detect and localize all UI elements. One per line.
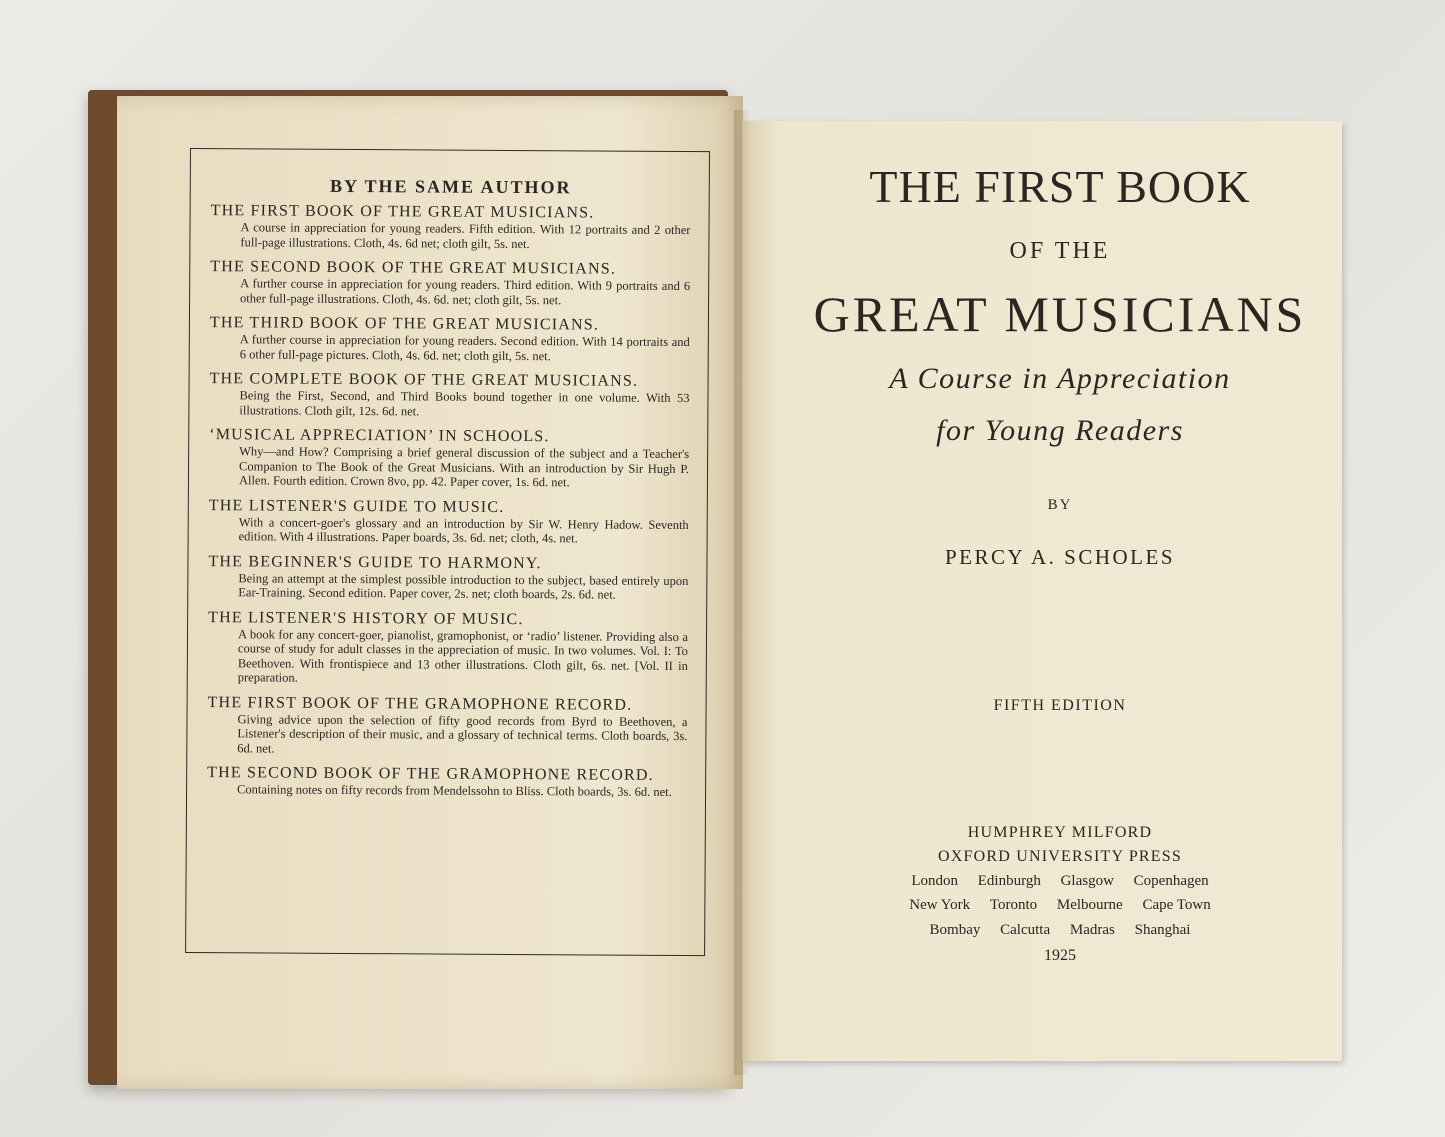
book-entry [207,694,687,758]
cities-row-1 [760,873,1360,890]
book-entry-description: Why—and How? Comprising a brief general discussion of the subject and a Teacher's Companion to The Book of the Great Musicians. With an introduction by Sir Hugh P. Allen. Fourth edition. Crown 8vo, pp. 42. Paper cover, 1s. 6d. net. [238,444,690,490]
book-entry [209,370,689,420]
title-line-2: OF THE [1009,238,1111,264]
book-entry-description: Being the First, Second, and Third Books bound together in one volume. With 53 illustrations. Cloth gilt, 12s. 6d. net. [239,388,690,418]
publication-year: 1925 [1044,947,1076,964]
city: London [911,873,959,889]
city: Melbourne [1056,897,1123,913]
book-entry-description: A further course in appreciation for young readers. Second edition. With 14 portraits and 6 other full-page pictures. Cloth, 4s. 6d. net; cloth gilt, 5s. net. [239,332,690,363]
city: Madras [1069,922,1115,938]
cities-row-2 [760,897,1360,914]
city: Copenhagen [1133,873,1209,889]
publisher-line-2: OXFORD UNIVERSITY PRESS [938,848,1182,865]
author-name: PERCY A. SCHOLES [944,545,1175,569]
book-entry [209,497,689,547]
book-entry-title: THE LISTENER'S HISTORY OF MUSIC. [208,608,524,628]
book-entry-title: THE FIRST BOOK OF THE GRAMOPHONE RECORD. [207,693,633,714]
subtitle-line-1: A Course in Appreciation [889,362,1231,395]
by-label: BY [1047,497,1073,513]
title-line-1: THE FIRST BOOK [869,161,1251,212]
book-entry-title: THE COMPLETE BOOK OF THE GREAT MUSICIANS. [209,370,639,390]
book-list [207,202,691,799]
cities-row-3 [760,922,1360,939]
book-entry-title: THE BEGINNER'S GUIDE TO HARMONY. [208,552,542,572]
city: Glasgow [1060,873,1114,889]
book-entry-description: With a concert-goer's glossary and an introduction by Sir W. Henry Hadow. Seventh edition. With 4 illustrations. Paper boards, 3s. 6d. net; cloth, 4s. net. [238,514,689,546]
author-books-box [185,148,710,956]
book-entry-description: Being an attempt at the simplest possible introduction to the subject, based entirely upon Ear-Training. Second edition. Paper cover, 2s. net; cloth boards, 2s. 6d. net. [238,570,689,602]
book-entry [208,553,688,603]
book-entry-title: THE SECOND BOOK OF THE GREAT MUSICIANS. [210,258,617,278]
book-gutter [734,110,750,1075]
book-entry [210,258,690,308]
ad-heading: BY THE SAME AUTHOR [329,175,572,198]
city: Shanghai [1134,922,1191,938]
city: Bombay [929,922,981,938]
city: Cape Town [1142,897,1211,913]
publisher-line-1: HUMPHREY MILFORD [967,824,1153,841]
book-entry [210,314,690,364]
book-entry-title: THE FIRST BOOK OF THE GREAT MUSICIANS. [210,202,595,222]
book-entry [209,426,689,490]
book-entry-description: A book for any concert-goer, pianolist, gramophonist, or ‘radio’ listener. Providing also a course of study for adult classes in the appreciation of music. In two volumes. Vol. I: To Beethoven. With frontispiece and 13 other illustrations. Cloth gilt, 6s. net. [Vol. II in preparation. [237,626,689,685]
book-entry-description: Giving advice upon the selection of fifty good records from Byrd to Beethoven, a Listener's description of their music, and a glossary of technical terms. Cloth boards, 3s. 6d. net. [237,711,688,756]
city: Calcutta [1000,922,1051,938]
city: New York [909,897,971,913]
book-entry-description: A course in appreciation for young readers. Fifth edition. With 12 portraits and 2 other full-page illustrations. Cloth, 4s. 6d net; cloth gilt, 5s. net. [240,220,691,251]
book-entry [208,609,688,688]
book-entry-title: THE SECOND BOOK OF THE GRAMOPHONE RECORD. [207,764,654,784]
city: Edinburgh [977,873,1041,889]
book-entry-description: Containing notes on fifty records from Mendelssohn to Bliss. Cloth boards, 3s. 6d. net. [237,782,672,799]
book-entry-title: THE LISTENER'S GUIDE TO MUSIC. [208,496,505,516]
book-entry [207,764,687,799]
book-entry [210,202,690,252]
city: Toronto [989,897,1038,913]
book-entry-title: THE THIRD BOOK OF THE GREAT MUSICIANS. [209,314,600,334]
book-entry-description: A further course in appreciation for young readers. Third edition. With 9 portraits and 6 other full-page illustrations. Cloth, 4s. 6d. net; cloth gilt, 5s. net. [240,276,691,307]
title-line-3: GREAT MUSICIANS [813,286,1307,342]
subtitle-line-2: for Young Readers [936,414,1184,447]
edition-label: FIFTH EDITION [993,697,1127,714]
book-entry-title: ‘MUSICAL APPRECIATION’ IN SCHOOLS. [209,426,550,446]
